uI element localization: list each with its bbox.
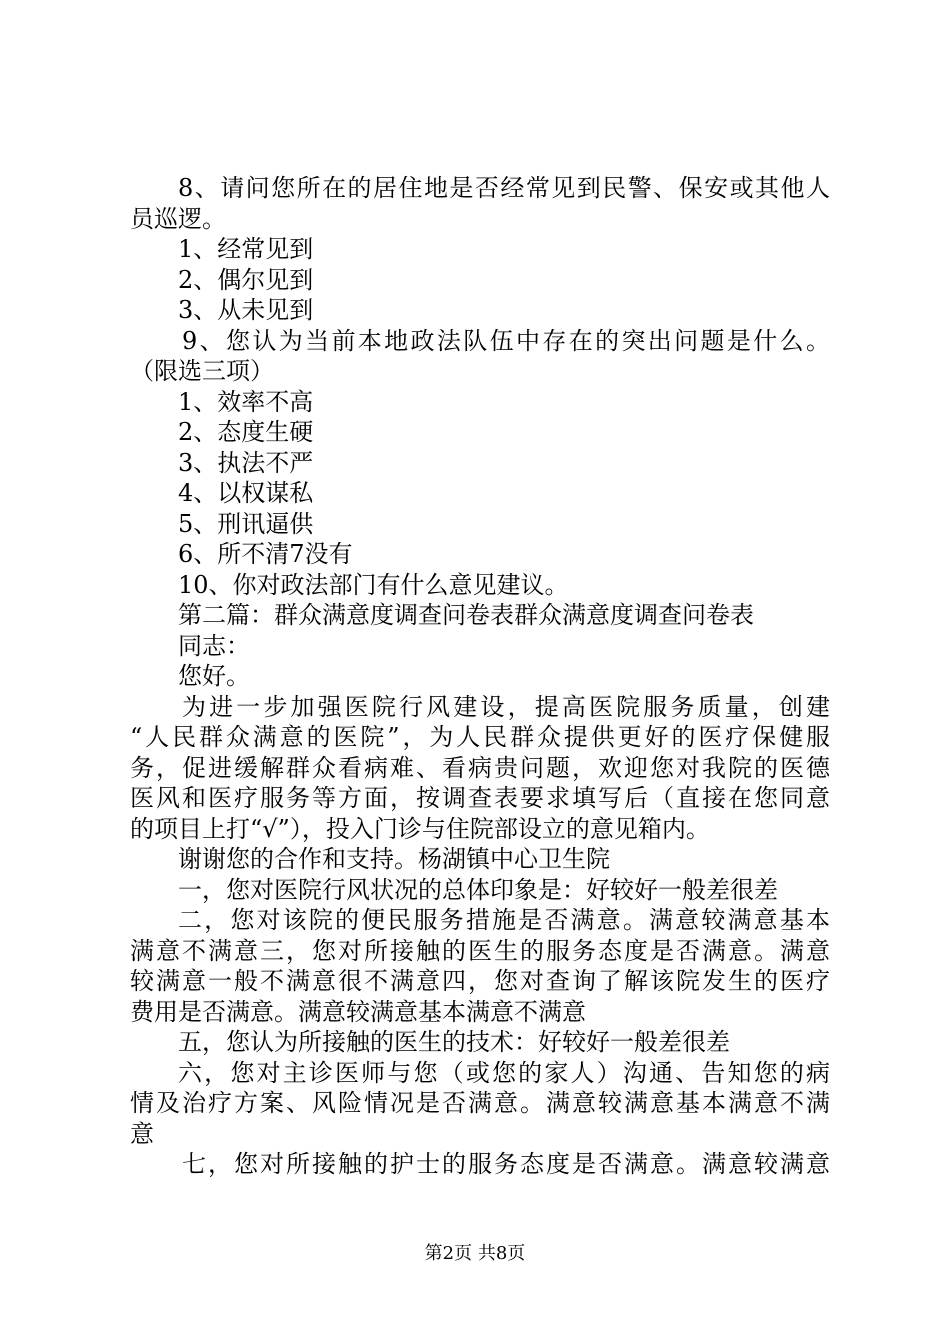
- text-line: 4、以权谋私: [178, 479, 314, 507]
- text-line: 费用是否满意。满意较满意基本满意不满意: [130, 997, 586, 1026]
- page-footer: 第2页 共8页: [424, 1243, 526, 1264]
- text-line: 二，您对该院的便民服务措施是否满意。满意较满意基本: [178, 906, 830, 934]
- text-line: 2、态度生硬: [178, 418, 314, 446]
- text-line: （限选三项）: [130, 357, 274, 385]
- text-line: 9、您认为当前本地政法队伍中存在的突出问题是什么。: [182, 326, 830, 355]
- text-line: 医风和医疗服务等方面，按调查表要求填写后（直接在您同意: [130, 784, 830, 812]
- text-line: 3、执法不严: [178, 448, 314, 477]
- text-line: 6、所不清7没有: [178, 540, 353, 568]
- text-line: 您好。: [178, 662, 250, 690]
- text-line: 8、请问您所在的居住地是否经常见到民警、保安或其他人: [178, 174, 830, 202]
- text-line: 为进一步加强医院行风建设，提高医院服务质量，创建: [182, 692, 830, 721]
- text-line: 务，促进缓解群众看病难、看病贵问题，欢迎您对我院的医德: [130, 753, 830, 782]
- text-line: 五，您认为所接触的医生的技术：好较好一般差很差: [178, 1028, 730, 1056]
- text-line: 六，您对主诊医师与您（或您的家人）沟通、告知您的病: [178, 1058, 830, 1087]
- text-line: 较满意一般不满意很不满意四，您对查询了解该院发生的医疗: [130, 967, 830, 995]
- text-line: 同志：: [178, 631, 250, 660]
- text-line: 满意不满意三，您对所接触的医生的服务态度是否满意。满意: [130, 936, 830, 965]
- document-body: [130, 173, 830, 1180]
- text-line: 2、偶尔见到: [178, 265, 314, 294]
- text-line: 10、你对政法部门有什么意见建议。: [178, 570, 569, 599]
- text-line: 1、经常见到: [178, 235, 314, 263]
- text-line: 1、效率不高: [178, 387, 314, 416]
- text-line: 5、刑讯逼供: [178, 509, 314, 538]
- text-line: 情及治疗方案、风险情况是否满意。满意较满意基本满意不满: [130, 1089, 830, 1117]
- text-line: 一，您对医院行风状况的总体印象是：好较好一般差很差: [178, 875, 778, 904]
- text-line: 意: [130, 1119, 154, 1148]
- text-line: 第二篇：群众满意度调查问卷表群众满意度调查问卷表: [178, 601, 754, 629]
- text-line: 七，您对所接触的护士的服务态度是否满意。满意较满意: [182, 1150, 830, 1178]
- text-line: 的项目上打“√”），投入门诊与住院部设立的意见箱内。: [130, 814, 710, 843]
- text-line: 3、从未见到: [178, 296, 314, 324]
- text-line: 谢谢您的合作和支持。杨湖镇中心卫生院: [178, 845, 610, 873]
- text-line: “人民群众满意的医院”，为人民群众提供更好的医疗保健服: [130, 723, 830, 751]
- text-line: 员巡逻。: [130, 204, 226, 233]
